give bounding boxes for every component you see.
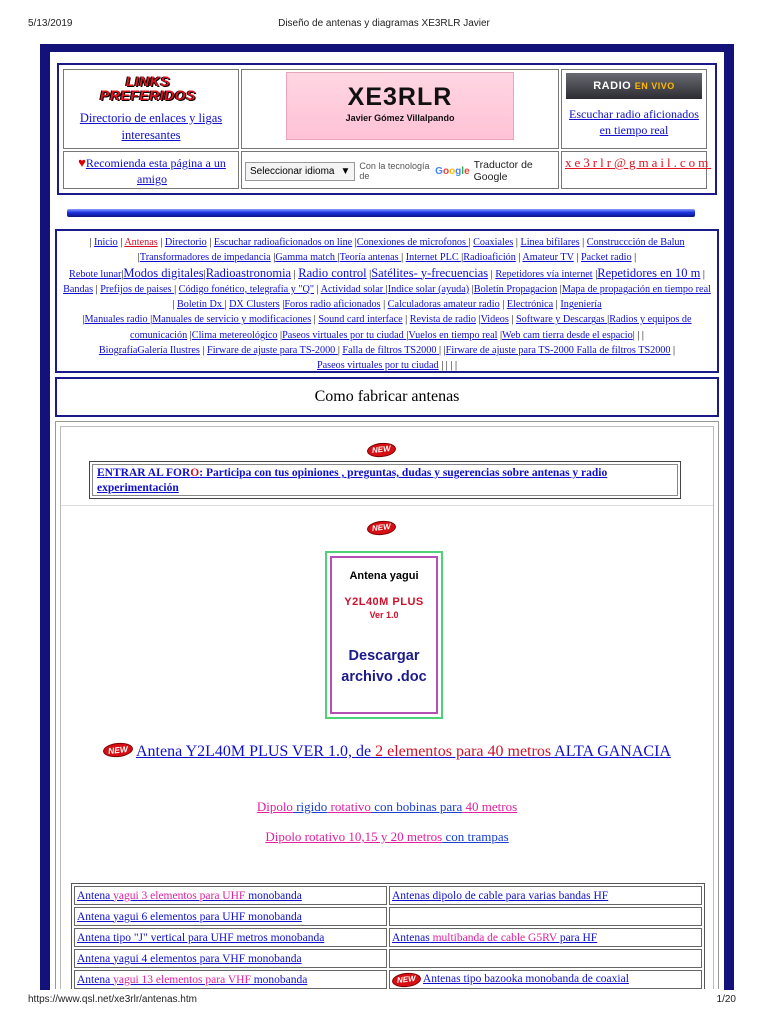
nav-link-revista[interactable]: Revista de radio — [409, 314, 476, 326]
nav-link-vuelos[interactable]: Vuelos en tiempo real — [408, 329, 498, 341]
forum-box — [89, 461, 681, 499]
nav-link-radios-equipos[interactable]: Radios y equipos de comunicación — [130, 314, 692, 341]
nav-link-antenas[interactable]: Antenas — [124, 237, 158, 248]
new-badge-icon: NEW — [391, 971, 421, 988]
link-dipolo-cable-hf[interactable]: Antenas dipolo de cable para varias bandas HF — [392, 889, 609, 902]
dropdown-arrow-icon: ▼ — [340, 165, 351, 177]
radio-logo-text: RADIO — [593, 80, 632, 92]
google-translate-widget — [245, 161, 557, 181]
nav-link-teoria[interactable]: Teoría antenas — [339, 252, 402, 264]
table-row — [74, 886, 702, 905]
table-cell — [74, 886, 387, 905]
nav-link-gamma[interactable]: Gamma match — [275, 252, 338, 264]
nav-link-coaxiales[interactable]: Coaxiales — [473, 237, 514, 248]
nav-link-firware-2[interactable]: Firware de ajuste para TS-2000 — [445, 345, 577, 357]
table-row — [74, 949, 702, 968]
nav-link-videos[interactable]: Videos — [480, 314, 509, 326]
heart-icon: ♥ — [78, 155, 86, 170]
link-40-metros[interactable]: 40 metros — [462, 799, 518, 814]
table-cell — [389, 928, 702, 947]
table-cell — [74, 949, 387, 968]
featured-antenna-link[interactable]: Antena Y2L40M PLUS VER 1.0, de 2 elementos para 40 metros ALTA GANACIA — [135, 743, 671, 760]
dipolo-bobinas-line — [61, 799, 713, 815]
nav-link-boletin-dx[interactable]: Boletín Dx — [176, 299, 225, 311]
nav-link-galeria[interactable]: Galería Ilustres — [137, 345, 200, 357]
nav-link-firware-1[interactable]: Firware de ajuste para TS-2000 — [207, 345, 338, 357]
nav-link-directorio[interactable]: Directorio — [164, 237, 207, 248]
link-yagui-13-vhf[interactable]: Antena yagui 13 elementos para VHF monobanda — [77, 973, 308, 986]
nav-link-clima[interactable]: Clima metereológico — [191, 329, 278, 341]
nav-link-inicio[interactable]: Inicio — [93, 237, 118, 248]
links-preferidos-logo[interactable]: LINKS PREFERIDOS — [99, 73, 196, 103]
nav-link-escuchar[interactable]: Escuchar radioaficionados on line — [213, 237, 353, 248]
table-cell — [74, 970, 387, 989]
table-cell — [389, 970, 702, 989]
table-row — [74, 928, 702, 947]
link-bobinas[interactable]: con bobinas para — [370, 799, 463, 814]
nav-link-manuales-radio[interactable]: Manuales radio — [84, 314, 151, 326]
forum-link[interactable]: ENTRAR AL FORO: Participa con tus opiniones , preguntas, dudas y sugerencias sobre antenas y radio experimentación — [97, 467, 608, 494]
table-cell — [389, 886, 702, 905]
nav-link-repetidores-internet[interactable]: Repetidores vía internet — [495, 268, 593, 280]
nav-link-foros[interactable]: Foros radio aficionados — [284, 299, 381, 311]
doc-download-label[interactable]: Descargar archivo .doc — [341, 648, 427, 685]
page-title: Como fabricar antenas — [55, 377, 719, 417]
antenna-links-table — [71, 883, 705, 990]
link-j-vertical-uhf[interactable]: Antena tipo "J" vertical para UHF metros monobanda — [77, 931, 325, 944]
table-cell — [74, 907, 387, 926]
nav-link-bandas[interactable]: Bandas — [63, 283, 94, 295]
recommend-cell — [63, 151, 239, 189]
nav-link-radioaficion[interactable]: Radioafición — [463, 252, 516, 264]
nav-link-plc[interactable]: Internet PLC — [405, 252, 462, 264]
banner-name: Javier Gómez Villalpando — [345, 113, 455, 123]
doc-version: Ver 1.0 — [369, 610, 399, 620]
link-yagui-6-uhf[interactable]: Antena yagui 6 elementos para UHF monobanda — [77, 910, 302, 923]
top-table — [57, 63, 717, 195]
nav-link-manuales-servicio[interactable]: Manuales de servicio y modificaciones — [152, 314, 312, 326]
directorio-link[interactable]: Directorio de enlaces y ligas interesantes — [79, 111, 223, 142]
nav-link-packet[interactable]: Packet radio — [580, 252, 632, 264]
navigation-links: | Inicio | Antenas | Directorio | Escuchar radioaficionados on line |Conexiones de microfonos | Coaxiales | Linea bifilares | Construccción de Balun |Transformadores de impedancia |Gamma match |Teoría antenas | Internet PLC |Radioafición | Amateur TV | Packet radio | Rebote lunar|Modos digitales|Radioastronomia | Radio control |Satélites- y-frecuencias | Repetidores vía internet |Repetidores en 10 m | Bandas | Prefijos de paises | Código fonético, telegrafía y "Q" | Actividad solar |Indice solar (ayuda) |Boletín Propagacion |Mapa de propagación en tiempo real | Boletín Dx | DX Clusters |Foros radio aficionados | Calculadoras amateur radio | Electrónica | Ingeniería |Manuales radio |Manuales de servicio y modificaciones | Sound card interface | Revista de radio |Videos | Software y Descargas |Radios y equipos de comunicación |Clima metereológico |Paseos virtuales por tu ciudad |Vuelos en tiempo real |Web cam tierra desde el espacio| | | BiografíaGalería Ilustres | Firware de ajuste para TS-2000 | Falla de filtros TS2000 | |Firware de ajuste para TS-2000 Falla de filtros TS2000 | Paseos virtuales por tu ciudad | | | | — [55, 229, 719, 373]
print-url: https://www.qsl.net/xe3rlr/antenas.htm — [28, 994, 197, 1005]
nav-link-satelites[interactable]: Satélites- y-frecuencias — [371, 265, 489, 280]
nav-link-radioastronomia[interactable]: Radioastronomia — [205, 265, 292, 280]
page-frame — [40, 44, 734, 990]
nav-link-codigo[interactable]: Código fonético, telegrafía y "Q" — [178, 283, 315, 295]
nav-link-electronica[interactable]: Electrónica — [506, 299, 554, 311]
nav-link-radio-control[interactable]: Radio control — [298, 265, 367, 280]
nav-link-ingenieria[interactable]: Ingeniería — [560, 299, 602, 311]
nav-link-paseos-virtuales-2[interactable]: Paseos virtuales por tu ciudad — [316, 360, 439, 372]
link-yagui-3-uhf[interactable]: Antena yagui 3 elementos para UHF monobanda — [77, 889, 302, 902]
nav-link-bifilares[interactable]: Linea bifilares — [520, 237, 580, 248]
pdf-print-footer — [0, 992, 768, 1024]
nav-link-prefijos[interactable]: Prefijos de paises — [100, 283, 175, 295]
translate-cell — [241, 151, 559, 189]
radio-cell — [561, 69, 707, 149]
page-content — [50, 52, 724, 990]
nav-link-indice-solar[interactable]: Indice solar (ayuda) — [387, 283, 470, 295]
link-rigido[interactable]: rigido — [292, 799, 328, 814]
escuchar-radio-link[interactable]: Escuchar radio aficionados en tiempo real — [569, 107, 699, 137]
table-cell — [74, 928, 387, 947]
dipolo-trampas-line — [61, 829, 713, 845]
recomienda-link[interactable]: Recomienda esta página a un amigo — [85, 156, 226, 186]
table-row — [74, 907, 702, 926]
pdf-print-header — [0, 0, 768, 40]
new-badge-icon: NEW — [366, 442, 396, 459]
nav-link-paseos-virtuales[interactable]: Paseos virtuales por tu ciudad — [282, 329, 407, 341]
link-dipolo-rotativo[interactable]: Dipolo rotativo 10,15 y 20 metros — [265, 829, 443, 844]
nav-link-software[interactable]: Software y Descargas — [515, 314, 608, 326]
translator-label: Traductor de Google — [473, 159, 533, 183]
nav-link-transformadores[interactable]: Transformadores de impedancia — [139, 252, 271, 264]
nav-link-repetidores-10m[interactable]: Repetidores en 10 m — [597, 265, 701, 280]
links-cell — [63, 69, 239, 149]
table-row — [74, 970, 702, 989]
email-link[interactable]: xe3rlr@gmail.com — [565, 155, 712, 170]
doc-title: Antena yagui — [349, 570, 419, 582]
link-trampas[interactable]: con trampas — [442, 829, 509, 844]
nav-link-dx-clusters[interactable]: DX Clusters — [229, 299, 280, 311]
nav-link-mapa-propagacion[interactable]: Mapa de propagación en tiempo real — [561, 283, 711, 295]
table-cell — [389, 907, 702, 926]
divider-bar — [67, 209, 695, 217]
new-badge-icon: NEW — [366, 520, 396, 537]
print-title: Diseño de antenas y diagramas XE3RLR Javier — [278, 18, 490, 29]
main-content — [55, 421, 719, 990]
tech-prefix: Con la tecnología de — [359, 161, 430, 181]
google-logo[interactable]: Google — [435, 165, 470, 177]
email-cell — [561, 151, 712, 189]
print-date: 5/13/2019 — [28, 18, 73, 29]
nav-link-falla-filtros-1[interactable]: Falla de filtros TS2000 — [342, 345, 440, 357]
nav-link-falla-filtros-2[interactable]: Falla de filtros TS2000 — [576, 345, 671, 357]
nav-link-biografia[interactable]: Biografía — [98, 345, 138, 357]
nav-link-boletin-propagacion[interactable]: Boletín Propagacion — [473, 283, 558, 295]
section-divider — [61, 505, 713, 506]
nav-link-amateur-tv[interactable]: Amateur TV — [522, 252, 574, 264]
new-badge-icon: NEW — [102, 741, 133, 758]
banner-cell — [241, 69, 559, 149]
link-dipolo[interactable]: Dipolo — [256, 799, 293, 814]
nav-link-balun[interactable]: Construccción de Balun — [586, 237, 685, 248]
main-content-inner — [60, 426, 714, 990]
xe3rlr-banner — [286, 72, 514, 140]
language-select-value: Seleccionar idioma — [250, 165, 335, 177]
download-doc-box[interactable] — [325, 551, 443, 719]
nav-link-webcam[interactable]: Web cam tierra desde el espacio — [502, 329, 633, 341]
nav-link-microfonos[interactable]: Conexiones de microfonos — [356, 237, 469, 248]
nav-link-actividad-solar[interactable]: Actividad solar — [320, 283, 386, 295]
nav-link-sound-card[interactable]: Sound card interface — [318, 314, 403, 326]
table-cell — [389, 949, 702, 968]
nav-link-modos[interactable]: Modos digitales — [123, 265, 204, 280]
link-g5rv[interactable]: Antenas multibanda de cable G5RV para HF — [392, 931, 598, 944]
link-yagui-4-vhf[interactable]: Antena yagui 4 elementos para VHF monobanda — [77, 952, 302, 965]
doc-model: Y2L40M PLUS — [344, 596, 424, 608]
link-bazooka[interactable]: Antenas tipo bazooka monobanda de coaxial — [422, 972, 629, 985]
radio-en-vivo-logo[interactable] — [566, 73, 702, 99]
print-page-number: 1/20 — [716, 994, 736, 1005]
featured-antenna-headline — [81, 741, 693, 763]
nav-link-calculadoras[interactable]: Calculadoras amateur radio — [387, 299, 500, 311]
link-rotativo[interactable]: rotativo — [327, 799, 371, 814]
nav-link-rebote[interactable]: Rebote lunar — [69, 268, 122, 280]
banner-callsign: XE3RLR — [347, 83, 453, 111]
language-select[interactable] — [245, 162, 355, 181]
radio-logo-envivo: EN VIVO — [634, 81, 675, 91]
